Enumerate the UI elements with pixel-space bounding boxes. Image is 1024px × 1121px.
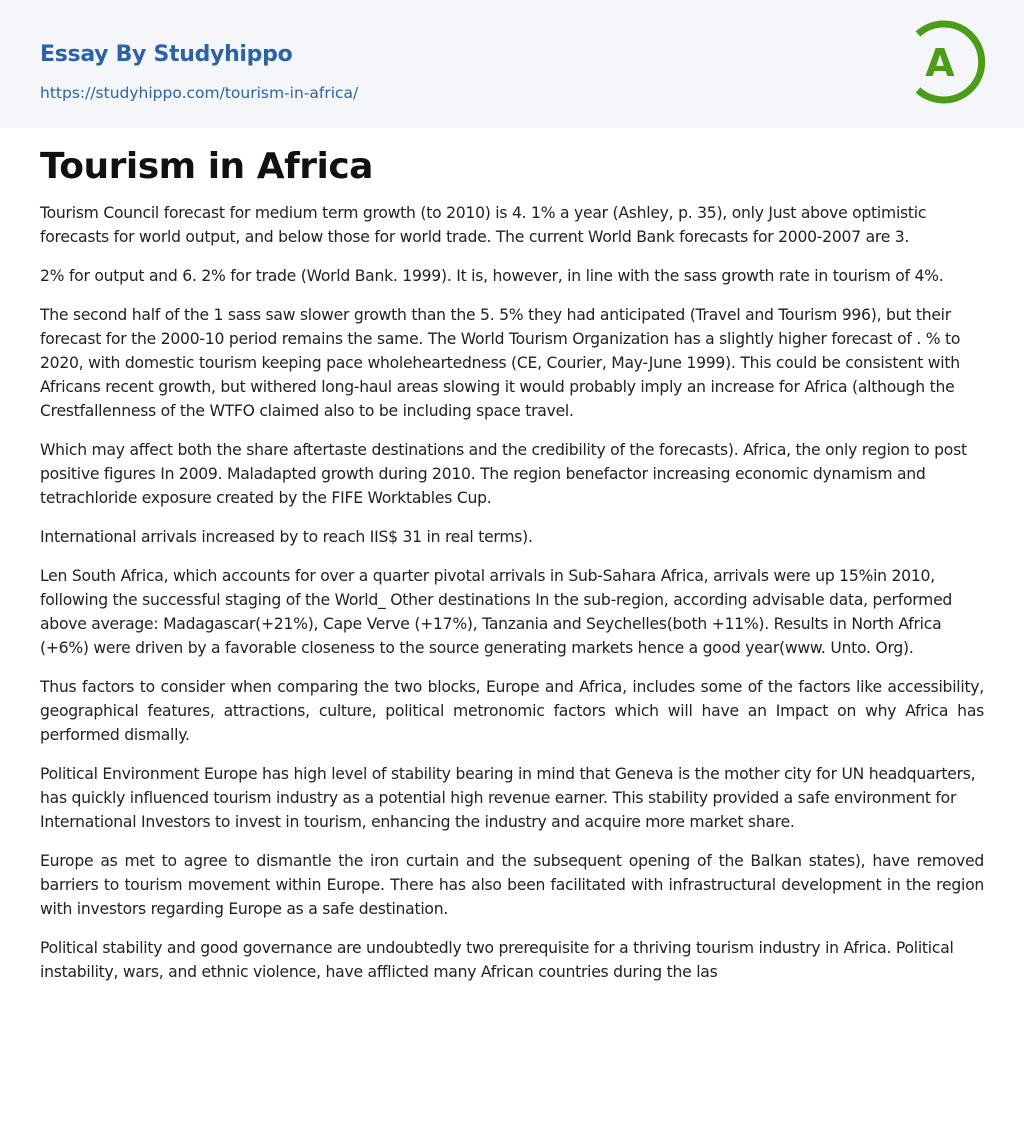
page-title: Tourism in Africa	[40, 146, 373, 187]
logo-letter: A	[925, 41, 955, 85]
essay-url-link[interactable]: https://studyhippo.com/tourism-in-africa/	[40, 84, 359, 102]
paragraph: Political Environment Europe has high level of stability bearing in mind that Geneva is the mother city for UN headquarters, has quickly influenced tourism industry as a potential high revenue earner. This stability provided a safe environment for International Investors to invest in tourism, enhancing the industry and acquire more market share.	[40, 765, 976, 831]
essay-body	[40, 201, 984, 999]
paragraph: Which may affect both the share aftertaste destinations and the credibility of the forecasts). Africa, the only region to post positive figures In 2009. Maladapted growth during 2010. The region benefactor increasing economic dynamism and tetrachloride exposure created by the FIFE Worktables Cup.	[40, 441, 967, 507]
paragraph: Len South Africa, which accounts for over a quarter pivotal arrivals in Sub-Sahara Africa, arrivals were up 15%in 2010, following the successful staging of the World_ Other destinations In the sub-region, according advisable data, performed above average: Madagascar(+21%), Cape Verve (+17%), Tanzania and Seychelles(both +11%). Results in North Africa (+6%) were driven by a favorable closeness to the source generating markets hence a good year(www. Unto. Org).	[40, 567, 953, 657]
paragraph: Europe as met to agree to dismantle the iron curtain and the subsequent opening of the Balkan states), have removed barriers to tourism movement within Europe. There has also been facilitated with infrastructural development in the region with investors regarding Europe as a safe destination.	[40, 852, 984, 918]
paragraph: 2% for output and 6. 2% for trade (World Bank. 1999). It is, however, in line with the sass growth rate in tourism of 4%.	[40, 267, 944, 285]
paragraph: Political stability and good governance are undoubtedly two prerequisite for a thriving tourism industry in Africa. Political instability, wars, and ethnic violence, have afflicted many African countries during the las	[40, 939, 954, 981]
paragraph: International arrivals increased by to reach IIS$ 31 in real terms).	[40, 528, 533, 546]
page-header	[0, 0, 1024, 128]
paragraph: Tourism Council forecast for medium term growth (to 2010) is 4. 1% a year (Ashley, p. 35), only Just above optimistic forecasts for world output, and below those for world trade. The current World Bank forecasts for 2000-2007 are 3.	[40, 204, 927, 246]
paragraph: The second half of the 1 sass saw slower growth than the 5. 5% they had anticipated (Travel and Tourism 996), but their forecast for the 2000-10 period remains the same. The World Tourism Organization has a slightly higher forecast of . % to 2020, with domestic tourism keeping pace wholeheartedness (CE, Courier, May-June 1999). This could be consistent with Africans recent growth, but withered long-haul areas slowing it would probably imply an increase for Africa (although the Crestfallenness of the WTFO claimed also to be including space travel.	[40, 306, 961, 420]
paragraph: Thus factors to consider when comparing the two blocks, Europe and Africa, includes some of the factors like accessibility, geographical features, attractions, culture, political metronomic factors which will have an Impact on why Africa has performed dismally.	[40, 678, 984, 744]
brand-title: Essay By Studyhippo	[40, 42, 293, 67]
studyhippo-logo-icon[interactable]	[898, 18, 988, 106]
